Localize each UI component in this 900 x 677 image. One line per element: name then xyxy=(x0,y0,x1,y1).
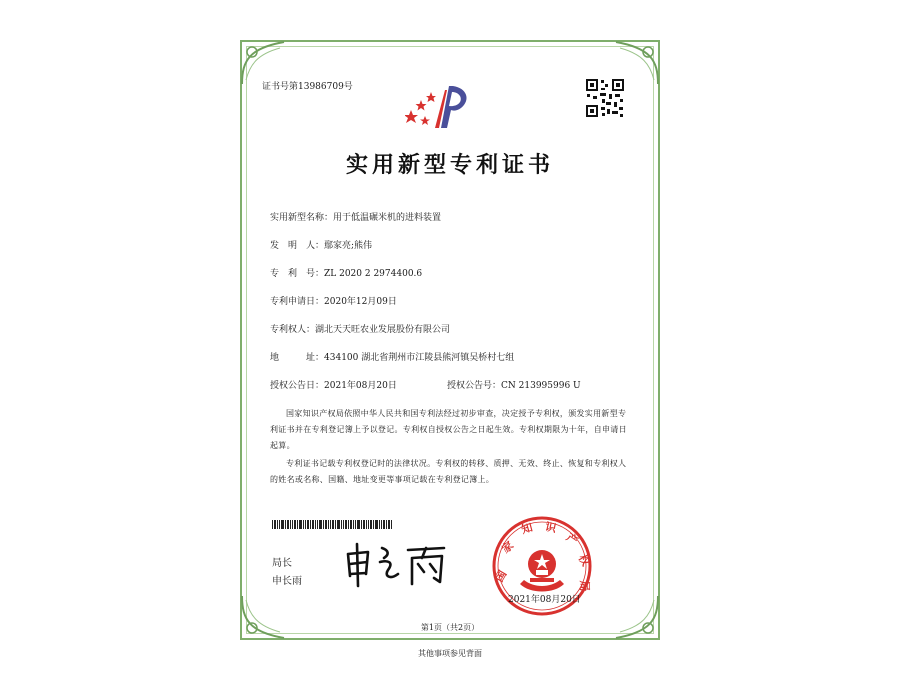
field-grant-date xyxy=(270,378,397,391)
barcode-icon xyxy=(272,520,392,529)
field-label: 授权公告日： xyxy=(270,381,325,391)
field-label: 发 明 人： xyxy=(270,241,325,251)
corner-ornament xyxy=(240,594,286,640)
grant-statement-paragraph: 国家知识产权局依照中华人民共和国专利法经过初步审查，决定授予专利权，颁发实用新型专利证书并在专利登记簿上予以登记。专利权自授权公告之日起生效。专利权期限为十年，自申请日起算。 xyxy=(270,409,627,450)
patent-office-logo-icon xyxy=(405,82,475,130)
signatory-title: 局长 xyxy=(272,558,292,569)
field-value: 2021年08月20日 xyxy=(324,381,397,391)
field-label: 专 利 号： xyxy=(270,269,325,279)
svg-text:识: 识 xyxy=(543,520,558,536)
field-label: 专利权人： xyxy=(270,325,316,335)
field-grant-number xyxy=(447,378,581,391)
field-inventor xyxy=(270,238,372,251)
legal-status-paragraph: 专利证书记载专利权登记时的法律状况。专利权的转移、质押、无效、终止、恢复和专利权人的姓名或名称、国籍、地址变更等事项记载在专利登记簿上。 xyxy=(270,459,627,484)
handwritten-signature xyxy=(342,540,462,590)
field-label: 实用新型名称： xyxy=(270,213,334,223)
svg-text:知: 知 xyxy=(520,520,535,537)
field-application-date xyxy=(270,294,397,307)
page-indicator: 第1页（共2页） xyxy=(420,623,480,632)
field-patent-holder xyxy=(270,322,450,335)
corner-ornament xyxy=(614,594,660,640)
field-patent-number xyxy=(270,266,422,279)
field-label: 授权公告号： xyxy=(447,381,502,391)
seal-date: 2021年08月20日 xyxy=(508,595,581,605)
field-value: 用于低温碾米机的进料装置 xyxy=(333,213,442,223)
field-value: CN 213995996 U xyxy=(501,381,581,391)
svg-text:产: 产 xyxy=(563,530,581,548)
field-utility-model-name xyxy=(270,210,441,223)
field-label: 地 址： xyxy=(270,353,325,363)
certificate-title: 实用新型专利证书 xyxy=(345,153,554,178)
field-value: 鄢家亮;熊伟 xyxy=(324,241,373,251)
qr-code-icon xyxy=(585,78,625,118)
svg-text:权: 权 xyxy=(575,552,593,569)
patent-certificate xyxy=(240,40,660,640)
certificate-number: 证书号第13986709号 xyxy=(262,82,353,92)
field-label: 专利申请日： xyxy=(270,297,325,307)
footer-note: 其他事项参见背面 xyxy=(418,649,482,658)
svg-text:家: 家 xyxy=(499,538,517,556)
field-address xyxy=(270,350,514,363)
svg-text:局: 局 xyxy=(578,580,591,592)
field-value: 湖北天天旺农业发展股份有限公司 xyxy=(315,325,451,335)
signatory-name: 申长雨 xyxy=(272,576,302,587)
field-value: ZL 2020 2 2974400.6 xyxy=(324,269,423,279)
svg-text:国: 国 xyxy=(492,568,510,585)
field-value: 2020年12月09日 xyxy=(324,297,397,307)
field-value: 434100 湖北省荆州市江陵县熊河镇吴桥村七组 xyxy=(324,353,515,363)
